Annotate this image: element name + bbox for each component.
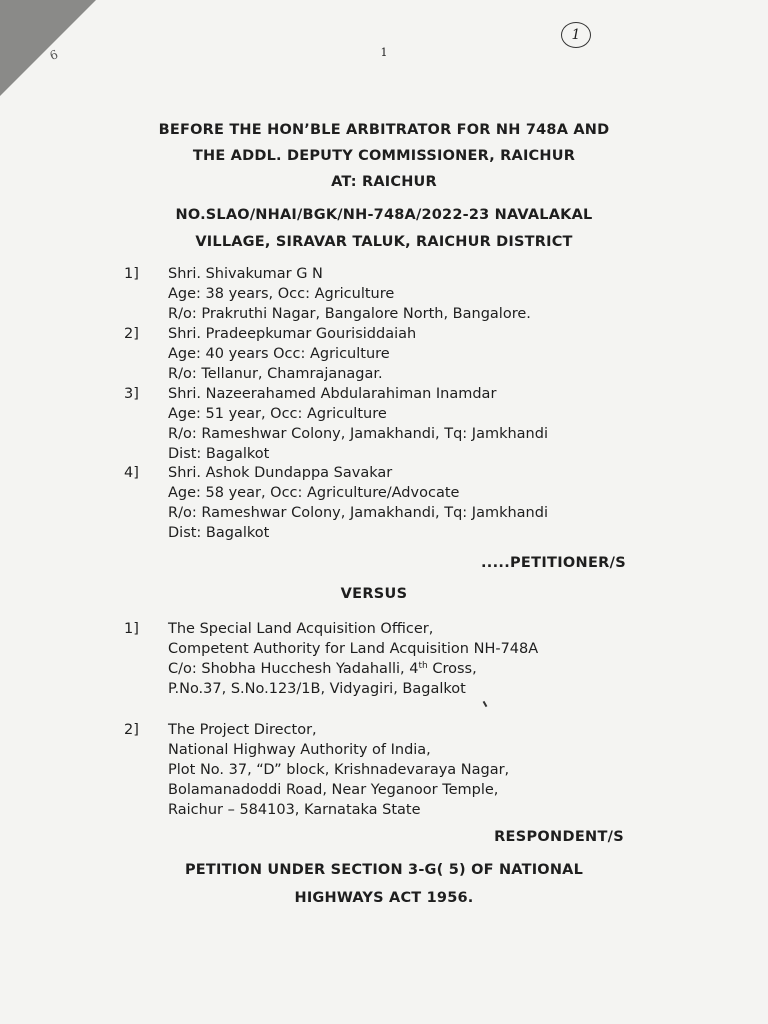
entry-number: 2] bbox=[124, 722, 139, 738]
respondent-address-line-3: Raichur – 584103, Karnataka State bbox=[168, 802, 421, 818]
heading-line-3: AT: RAICHUR bbox=[331, 174, 437, 190]
respondent-authority: Competent Authority for Land Acquisition NH-748A bbox=[168, 641, 539, 657]
petition-title-line-2: HIGHWAYS ACT 1956. bbox=[294, 890, 474, 906]
petitioner-name: Shri. Shivakumar G N bbox=[168, 266, 323, 282]
respondent-address: P.No.37, S.No.123/1B, Vidyagiri, Bagalkot bbox=[168, 681, 466, 697]
entry-number: 2] bbox=[124, 326, 139, 342]
petitioner-name: Shri. Pradeepkumar Gourisiddaiah bbox=[168, 326, 417, 342]
petitioner-name: Shri. Ashok Dundappa Savakar bbox=[168, 465, 393, 481]
respondent-title: The Special Land Acquisition Officer, bbox=[168, 621, 434, 637]
petitioner-label: .....PETITIONER/S bbox=[480, 555, 626, 571]
entry-number: 1] bbox=[124, 621, 139, 637]
petitioner-residence: R/o: Rameshwar Colony, Jamakhandi, Tq: Jamkhandi bbox=[168, 426, 548, 442]
respondent-organization: National Highway Authority of India, bbox=[168, 742, 431, 758]
petitioner-age: Age: 58 year, Occ: Agriculture/Advocate bbox=[168, 485, 460, 501]
respondent-title: The Project Director, bbox=[168, 722, 317, 738]
heading-line-1: BEFORE THE HON’BLE ARBITRATOR FOR NH 748A AND bbox=[158, 122, 610, 138]
petitioner-age: Age: 51 year, Occ: Agriculture bbox=[168, 406, 387, 422]
entry-number: 4] bbox=[124, 465, 139, 481]
petitioner-age: Age: 40 years Occ: Agriculture bbox=[168, 346, 390, 362]
entry-number: 3] bbox=[124, 386, 139, 402]
versus-label: VERSUS bbox=[340, 586, 408, 602]
care-of-text-end: Cross, bbox=[427, 661, 477, 677]
respondent-label: RESPONDENT/S bbox=[494, 829, 624, 845]
petitioner-name: Shri. Nazeerahamed Abdularahiman Inamdar bbox=[168, 386, 497, 402]
case-number-line-1: NO.SLAO/NHAI/BGK/NH-748A/2022-23 NAVALAKAL bbox=[175, 207, 593, 223]
petition-title-line-1: PETITION UNDER SECTION 3-G( 5) OF NATIONAL bbox=[184, 862, 584, 878]
page-number: 1 bbox=[380, 46, 388, 59]
petitioner-residence: R/o: Prakruthi Nagar, Bangalore North, Bangalore. bbox=[168, 306, 531, 322]
respondent-address-line-2: Bolamanadoddi Road, Near Yeganoor Temple, bbox=[168, 782, 499, 798]
care-of-text: C/o: Shobha Hucchesh Yadahalli, 4 bbox=[168, 661, 419, 677]
case-number-line-2: VILLAGE, SIRAVAR TALUK, RAICHUR DISTRICT bbox=[195, 234, 573, 250]
petitioner-district: Dist: Bagalkot bbox=[168, 525, 270, 541]
petitioner-age: Age: 38 years, Occ: Agriculture bbox=[168, 286, 395, 302]
petitioner-district: Dist: Bagalkot bbox=[168, 446, 270, 462]
respondent-care-of bbox=[168, 659, 648, 679]
pen-tick-mark bbox=[483, 701, 488, 707]
circled-page-number: 1 bbox=[561, 22, 591, 48]
corner-handwritten-mark: 6 bbox=[47, 47, 60, 63]
heading-line-2: THE ADDL. DEPUTY COMMISSIONER, RAICHUR bbox=[192, 148, 576, 164]
petitioner-residence: R/o: Rameshwar Colony, Jamakhandi, Tq: Jamkhandi bbox=[168, 505, 548, 521]
respondent-address-line-1: Plot No. 37, “D” block, Krishnadevaraya Nagar, bbox=[168, 762, 510, 778]
ordinal-suffix: th bbox=[418, 661, 428, 671]
entry-number: 1] bbox=[124, 266, 139, 282]
petitioner-residence: R/o: Tellanur, Chamrajanagar. bbox=[168, 366, 383, 382]
